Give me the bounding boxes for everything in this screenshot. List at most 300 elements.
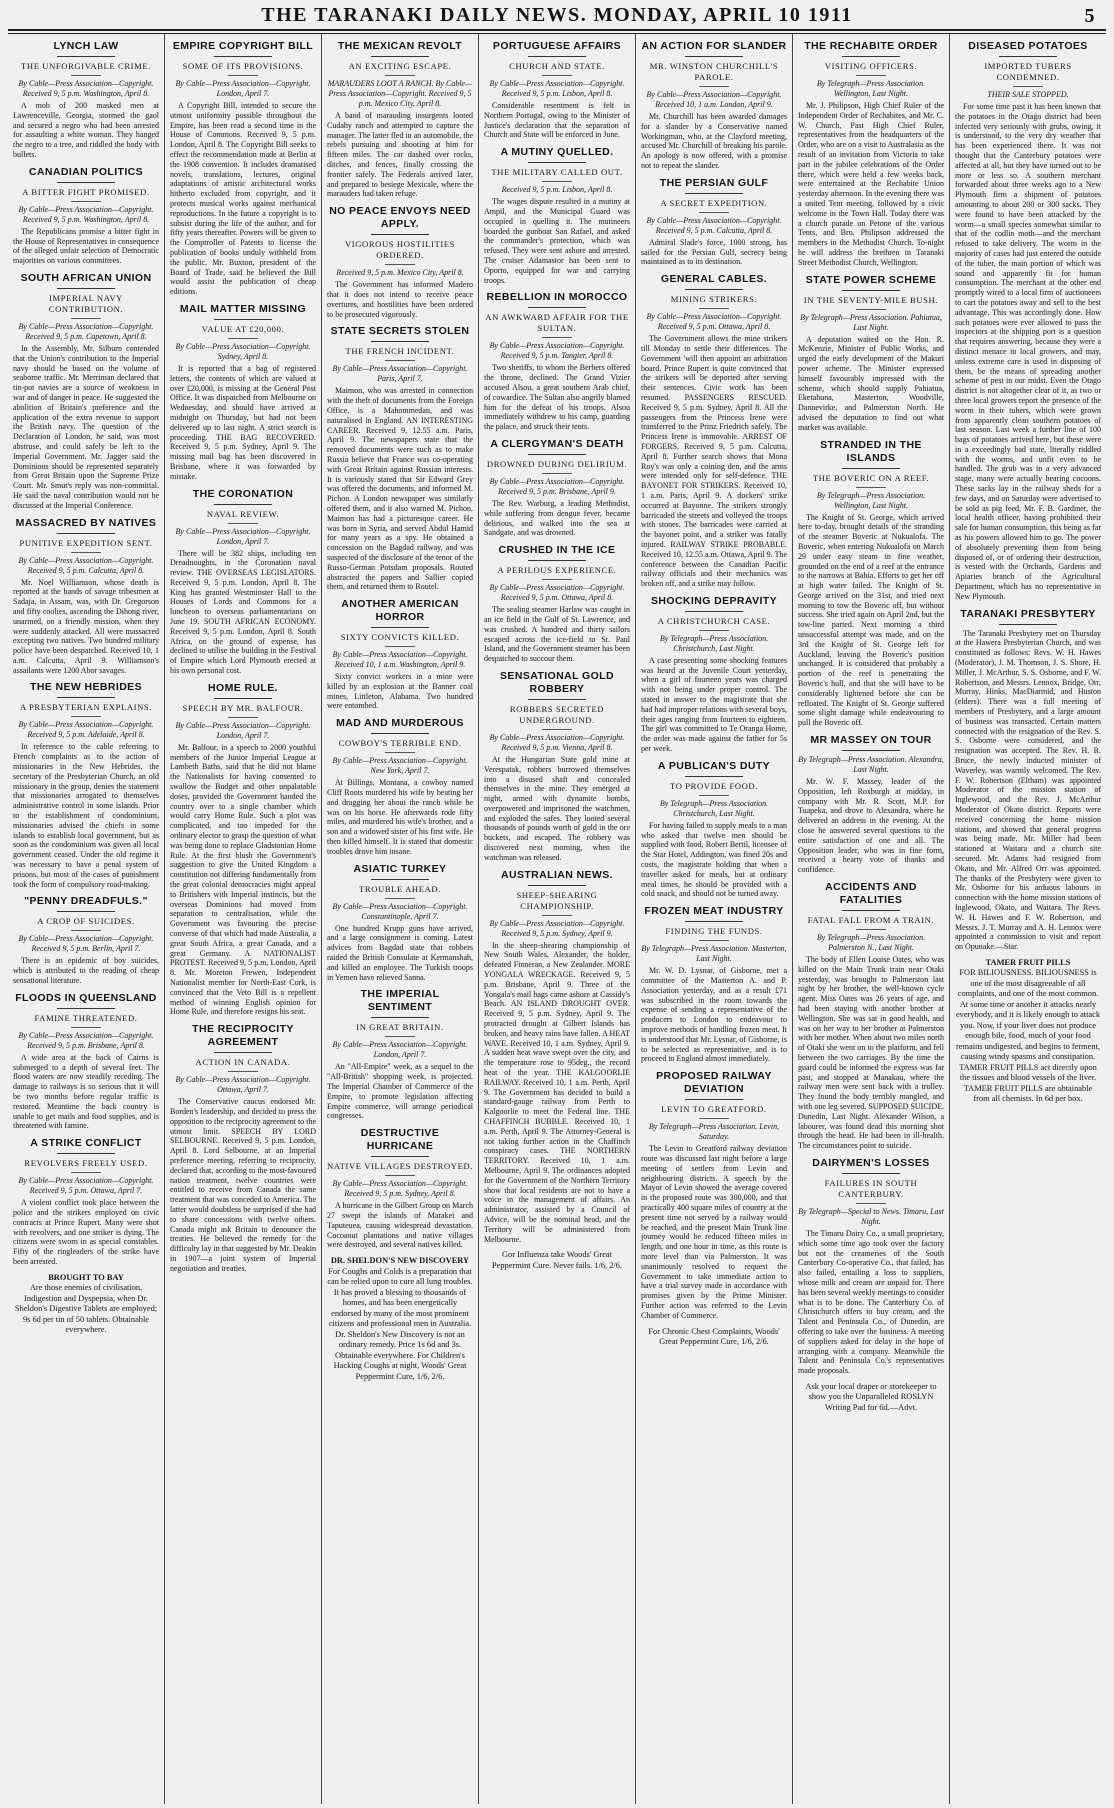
article (484, 291, 630, 432)
subhead-rule (542, 75, 571, 76)
article-body: A Copyright Bill, intended to secure the utmost uniformity possible throughout the Empire, has been read a second time in the House of Commons. Received 9, 5 p.m. London, April 8. The Copyright Bill seeks to effect the recommendation made at Berlin at the 1908 convention. It includes dramatised novels, translations, lectures, original adaptations of artistic architectural works hitherto excluded from copyright, and it protects musical works against mechanical reproductions. In the future a copyright is to subsist during the life of the author, and for fifty years thereafter. Powers will be given to the Comptroller of Patents to license the publication of books unduly withheld from the public. Mr. Buxton, president of the Board of Trade, said he believed the Bill would assist the publication of cheap editions. (170, 101, 316, 297)
article-body: Mr. W. D. Lysnar, of Gisborne, met a committee of the Masterton A. and P. Association yesterday, and as a result £71 was subscribed in the room towards the expense of sending a representative of the producers to London to endeavour to improve methods of handling frozen meat. It is understood that Mr. Lysnar, of Gisborne, is to be selected as representative, and is to proceed to England almost immediately. (641, 966, 787, 1064)
headline-rule (371, 56, 429, 57)
subhead-rule (385, 75, 414, 76)
article-headline: TARANAKI PRESBYTERY (960, 607, 1096, 620)
headline-rule (528, 560, 586, 561)
headline-rule (57, 56, 115, 57)
article-headline: ASIATIC TURKEY (353, 862, 447, 875)
headline-rule (214, 504, 272, 505)
article-byline: By Cable—Press Association—Copyright. Received 9, 5 p.m. Adelaide, April 8. (18, 720, 154, 740)
article (484, 544, 630, 664)
article-headline: MASSACRED BY NATIVES (15, 516, 157, 529)
article-subhead: A BITTER FIGHT PROMISED. (22, 186, 150, 197)
article-body: Sixty convict workers in a mine were killed by an explosion at the Banner coal mines, Littleton, Alabama. Two hundred were entombed. (327, 672, 473, 711)
article (641, 905, 787, 1064)
headline-rule (528, 699, 586, 700)
masthead (8, 4, 1106, 26)
article-body: A deputation waited on the Hon. R. McKenzie, Minister of Public Works, and urged the early development of the Makuri power scheme. The Minister expressed himself favourably impressed with the scheme, which should supply Pahiatua, Eketahuna, Masterton, Woodville, Dannevirke, and Palmerston North. He advised the deputation to find out what market was available. (798, 334, 944, 432)
subhead-rule (385, 1175, 414, 1176)
subhead-rule (856, 1203, 885, 1204)
article-headline: MAIL MATTER MISSING (179, 302, 307, 315)
article-byline: By Cable—Press Association—Copyright. Received 9, 5 p.m. Tangier, April 8. (489, 341, 625, 361)
subhead-rule (228, 1071, 257, 1072)
article-headline: STRANDED IN THE ISLANDS (820, 438, 922, 464)
article (170, 303, 316, 482)
article-subhead: FAILURES IN SOUTH CANTERBURY. (824, 1177, 918, 1199)
article-subhead: LEVIN TO GREATFORD. (661, 1104, 767, 1115)
article-subhead: TO PROVIDE FOOD. (670, 780, 758, 791)
subhead-rule (228, 717, 257, 718)
headline-rule (842, 910, 900, 911)
article (327, 205, 473, 319)
article-byline: By Telegraph—Press Association. Christchurch, Last Night. (659, 798, 769, 818)
article-headline: ANOTHER AMERICAN HORROR (341, 598, 459, 624)
masthead-title: THE TARANAKI DAILY NEWS. MONDAY, APRIL 10 1911 (261, 3, 853, 26)
article-body: A wide area at the back of Cairns is submerged to a depth of several feet. The flood waters are now steadily receding. The damage to railways is so serious that it will be two months before regular traffic is restored. Meantime the back country is unable to get mails and food supplies, and is threatened with famine. (13, 1052, 159, 1131)
article (484, 670, 630, 863)
article-headline: A STRIKE CONFLICT (30, 1137, 142, 1150)
advertisement-text: For Chronic Chest Complaints, Woods' Great Peppermint Cure, 1/6, 2/6. (648, 1326, 780, 1347)
article-subhead: AN EXCITING ESCAPE. (348, 61, 452, 71)
article-body: A mob of 200 masked men at Lawrenceville, Georgia, stormed the gaol and secured a negro who had been arrested for assaulting a white woman. They hanged the negro to a tree, and riddled the body with bullets. (13, 101, 159, 159)
headline-rule (371, 627, 429, 628)
article-subhead: VIGOROUS HOSTILITIES ORDERED. (344, 239, 456, 261)
article-subhead: VISITING OFFICERS. (824, 61, 918, 71)
advertisement-text: Gor Influenza take Woods' Great Peppermint Cure. Never fails. 1/6, 2/6. (491, 1250, 623, 1270)
article (170, 488, 316, 676)
subhead-rule (71, 318, 100, 319)
article (13, 166, 159, 266)
article (13, 895, 159, 985)
subhead-rule (699, 1118, 728, 1119)
subhead-rule (856, 309, 885, 310)
article-byline: By Cable—Press Association—Copyright. New York, April 7. (332, 756, 468, 776)
article-headline: EMPIRE COPYRIGHT BILL (172, 40, 314, 52)
article-headline: A CLERGYMAN'S DEATH (490, 437, 624, 450)
article-subhead: MINING STRIKERS. (670, 294, 758, 305)
subhead-rule (699, 308, 728, 309)
article-headline: ACCIDENTS AND FATALITIES (825, 881, 917, 907)
article (170, 1023, 316, 1273)
headline-rule (685, 776, 743, 777)
headline-rule (685, 193, 743, 194)
headline-rule (214, 56, 272, 57)
article (327, 598, 473, 711)
article-body: Two sheriffs, to whom the Berbers offered the throne, declined. The Grand Vizier accused Alsou, a great southern Arab chief, of cowardice. The Sultan also angrily blamed him for the defeat of his troops. Alsou immediately withdrew to his camp, guarding the palace, and struck their tents. (484, 363, 630, 432)
article-subhead: IMPORTED TUBERS CONDEMNED. (984, 61, 1072, 82)
article-byline: By Cable—Press Association—Copyright. Received 9, 5 p.m. Brisbane, April 8. (18, 1030, 154, 1050)
article-headline: SHOCKING DEPRAVITY (650, 594, 778, 607)
article-body: The Levin to Greatford railway deviation route was discussed last night before a large meeting of settlers from Levin and neighbouring districts. A speech by the Mayor of Levin showed the average covered in the proposed route was 300,000, and that practically 400 square miles of country at the present time not served by a railway would be reached, and the present Main Trunk line journey would be reduced fifteen miles in length, and one hour in time, as this route is more level than via Palmerston. It was unanimously resolved to request the Government to take immediate action to have a trial survey made in accordance with promises given by the Prime Minister. Further action was referred to the Levin Chamber of Commerce. (641, 1144, 787, 1320)
article-byline: By Telegraph—Press Association. Christchurch, Last Night. (659, 633, 769, 653)
article (798, 881, 944, 1151)
column-7 (949, 34, 1106, 1804)
subhead-rule (856, 487, 885, 488)
headline-rule (685, 1099, 743, 1100)
article-headline: PORTUGUESE AFFAIRS (492, 40, 622, 52)
subhead-rule (542, 181, 571, 182)
article (170, 682, 316, 1017)
page-number: 5 (1084, 5, 1096, 27)
headline-rule (528, 162, 586, 163)
article (641, 760, 787, 899)
article-byline: By Cable—Press Association—Copyright. Received 9, 5 p.m. Ottawa, April 8. (489, 583, 625, 603)
article-body: The Conservative caucus endorsed Mr. Borden's leadership, and decided to press the opposition to the reciprocity agreement to the utmost limit. SPEECH BY LORD SELBOURNE. Received 9, 5 p.m. London, April 8. Lord Selbourne, at an Imperial preference meeting, referring to reciprocity, declared that, according to the most-favoured nation treatment, twelve countries were entitled to receive from Canada the same treatment that was conceded to America. The latter would doubtless be surprised if she had to share concessions with twelve others. Canada might ask Britain to denounce the treaties. He believed the remedy for the difficulty lay in that suggested by Mr. Deakin in 1907—a joint system of Imperial negotiation and treaties. (170, 1097, 316, 1273)
article (641, 595, 787, 754)
article-headline: CANADIAN POLITICS (28, 165, 144, 178)
article-byline: Received 9, 5 p.m. Lisbon, April 8. (501, 185, 613, 195)
article-subhead: A CROP OF SUICIDES. (37, 916, 135, 927)
headline-rule (842, 1173, 900, 1174)
headline-rule (685, 921, 743, 922)
headline-rule (685, 56, 743, 57)
article-byline: By Cable—Press Association—Copyright. Received 9, 5 p.m. Washington, April 8. (18, 79, 154, 98)
article (798, 274, 944, 433)
headline-rule (842, 56, 900, 57)
subhead-rule (542, 915, 571, 916)
subhead-rule (71, 552, 100, 553)
headline-rule (57, 911, 115, 912)
article-body: Mr. J. Philipson, High Chief Ruler of the Independent Order of Rechabites, and Mr. C. W. Church, Past High Chief Ruler, representatives from the headquarters of the Order, who are on a visit to Australasia as the result of an invitation from Victoria to take part in the jubilee celebrations of the Order there, which were held a few weeks back, were entertained at the Rechabite Union yesterday afternoon. In the evening there was a united Tent meeting, followed by a civic welcome in the Town Hall. Today there was a church parade on Petone of the various Tents, and Bro. Philipson addressed the members in the Methodist Church. To-night he will address the brethren in Taranaki Street Methodist Church, Wellington. (798, 101, 944, 267)
article-byline: By Telegraph—Press Association. Levin, Saturday. (648, 1122, 780, 1142)
article-headline: LYNCH LAW (53, 40, 119, 52)
article-body: Mr. W. F. Massey, leader of the Opposition, left Roxburgh at midday, in company with Mr. R. Scott, M.P. for Tuapeka, and drove to Alexandra, where he delivered an address in the evening. At the close he answered several questions to the entire satisfaction of one and all. The Opposition leader, who was in fine form, received a hearty vote of thanks and confidence. (798, 777, 944, 875)
article-subhead: A SECRET EXPEDITION. (660, 197, 768, 208)
article-subhead: IN THE SEVENTY-MILE BUSH. (803, 294, 939, 305)
headline-rule (528, 56, 586, 57)
article (327, 717, 473, 856)
article (798, 40, 944, 268)
article-body: The Knight of St. George, which arrived here to-day, brought details of the stranding of the steamer Boveric at Nukualofa. The Boveric, when entering Nukualofa on March 29 under easy steam in fine weather, grounded on the end of a reef at the entrance to the narrows at Bahia. Efforts to get her off at high water failed. The Knight of St. George arrived on the 31st, and tried next morning to tow the Boveric off, but without success. She tried again on April 2nd, but the tow-line parted. Next morning a third unsuccessful attempt was made, and on the 3rd the Knight of St. George left for Auckland, leaving the Boveric's position unchanged. It is considered that probably a portion of the reef is penetrating the Boveric's hull, and that she will have to be considerably lightened before she can be refloated. The Knight of St. George suffered some slight damage while endeavouring to pull the Boveric off. (798, 512, 944, 728)
article-headline: THE MEXICAN REVOLT (337, 40, 463, 52)
article-byline: By Cable—Press Association—Copyright. Received 9, 5 p.m. Washington, April 8. (18, 204, 154, 224)
article-headline: NO PEACE ENVOYS NEED APPLY. (329, 205, 471, 231)
article-headline: THE IMPERIAL SENTIMENT (360, 988, 440, 1014)
headline-rule (57, 288, 115, 289)
article-subhead: MR. WINSTON CHURCHILL'S PAROLE. (649, 61, 779, 82)
article-headline: SENSATIONAL GOLD ROBBERY (500, 669, 614, 695)
article-headline: AN ACTION FOR SLANDER (641, 40, 787, 52)
article (641, 1070, 787, 1320)
article-headline: MAD AND MURDEROUS (336, 717, 464, 730)
article-headline: DESTRUCTIVE HURRICANE (360, 1127, 440, 1153)
article-headline: THE NEW HEBRIDES (30, 681, 142, 694)
article-subhead: REVOLVERS FREELY USED. (24, 1158, 148, 1169)
column-4 (478, 34, 635, 1804)
article-subhead: ROBBERS SECRETED UNDERGROUND. (509, 703, 605, 725)
article-byline: By Cable—Press Association—Copyright. Paris, April 7. (332, 364, 468, 384)
article-body: A hurricane in the Gilbert Group on March 27 swept the islands of Marakei and Taputeuea, causing widespread devastation. Cocoanut plantations and native villages were destroyed, and several natives killed. (327, 1201, 473, 1250)
headline-rule (371, 234, 429, 235)
column-1 (8, 34, 164, 1804)
advertisement (13, 1273, 159, 1336)
columns-container (8, 34, 1106, 1804)
headline-rule (57, 533, 115, 534)
article-body: A violent conflict took place between the police and the strikers employed on civic contracts at Prince Rupert. Many were shot with revolvers, and one striker is dying. The citizens were sworn in as special constables. Fifty of the ringleaders of the strike have been arrested. (13, 1198, 159, 1266)
article (13, 517, 159, 676)
headline-rule (57, 1008, 115, 1009)
article-byline: By Cable—Press Association—Copyright. Received 9, 5 p.m. Capetown, April 8. (18, 321, 154, 341)
advertisement-title: BROUGHT TO BAY (48, 1272, 124, 1282)
article (798, 1157, 944, 1376)
article (327, 325, 473, 592)
article (13, 40, 159, 160)
subhead-rule (699, 630, 728, 631)
article-body: The wages dispute resulted in a mutiny at Ampil, and the Municipal Guard was occupied in quelling it. The mutineers boarded the gunboat San Rafael, and asked the commander's protection, which was refused. They were sent ashore and arrested. The cruiser Adamastor has been sent to Oporto, equipped for war and carrying troops. (484, 197, 630, 285)
article-byline: By Telegraph—Special to News. Timaru, Last Night. (798, 1206, 944, 1226)
subhead-rule (228, 75, 257, 76)
advertisement (955, 958, 1101, 1105)
article-headline: REBELLION IN MOROCCO (486, 291, 628, 304)
article (955, 608, 1101, 952)
subhead-rule (71, 930, 100, 931)
article-byline: By Cable—Press Association—Copyright. Received 9, 5 p.m. Lisbon, April 8. (489, 79, 625, 98)
subhead-rule (71, 1172, 100, 1173)
article-byline: By Cable—Press Association—Copyright. Received 9, 5 p.m. Calcutta, April 8. (646, 215, 782, 235)
subhead-rule (228, 338, 257, 339)
article-headline: MR MASSEY ON TOUR (810, 734, 932, 747)
article (798, 734, 944, 875)
subhead-rule (542, 337, 571, 338)
article-subhead: THE BOVERIC ON A REEF. (812, 472, 930, 483)
article-byline: By Cable—Press Association—Copyright. Received 9, 5 p.m. Berlin, April 7. (18, 934, 154, 954)
article-subhead: NAVAL REVIEW. (206, 508, 280, 519)
article-byline: By Cable—Press Association—Copyright. Received 9, 5 p.m. Ottawa, April 8. (646, 312, 782, 332)
article-body: For having failed to supply meals to a man who asked that twelve men should be supplied with food, Robert Bertil, licensee of the Star Hotel, Addington, was fined 20s and costs, the magistrate holding that when a traveller asked for meals, but at ordinary meal times, he should be provided with a cold snack, and should not be turned away. (641, 820, 787, 899)
article (327, 988, 473, 1121)
headline-rule (842, 290, 900, 291)
subhead-rule (385, 752, 414, 753)
article-body: There is an epidemic of boy suicides, which is attributed to the reading of cheap sensational literature. (13, 956, 159, 986)
article-subhead: FINDING THE FUNDS. (665, 926, 763, 937)
article-headline: DISEASED POTATOES (968, 40, 1088, 52)
headline-rule (57, 1153, 115, 1154)
article-subhead: PUNITIVE EXPEDITION SENT. (19, 537, 153, 548)
article-subhead: THE MILITARY CALLED OUT. (491, 167, 623, 178)
article-body: The Government allows the mine strikers till Monday to settle their differences. The Government 'will then appoint an arbitration board. Prince Rupert is quite convinced that the strikers will be deported after serving their sentences. Civic work has been resumed. PASSENGERS RESCUED. Received 9, 5 p.m. Sydney, April 8. All the passengers from the Princess Irene were transferred to the Prinz Friedrich safely. The Princess Irene is immovable. ARREST OF FORGERS. Received 9, 5 p.m. Calcutta, April 8. Further search shows that Mona Roy's was only a coining den, and the arms were intended only for self-defence. THE BAYONET FOR STRIKERS. Received 10, 1 a.m. Paris, April 9. A dockers' strike occurred at Bayonne. The strikers strongly barricaded the streets and volleyed the troops with stones. The barricades were carried at the bayonet point, and a striker was fatally injured. RAILWAY STRIKE PROBABLE. Received 10, 12.55 a.m. Ottawa, April 9. The conference between the Canadian Pacific railway officials and their mechanics was broken off, and a strike may follow. (641, 334, 787, 589)
article (484, 40, 630, 140)
column-5 (635, 34, 792, 1804)
subhead-rule (385, 264, 414, 265)
article-body: Mr. Churchill has been awarded damages for a slander by a Conservative named Workingman, who, at the Clayford meeting, accused Mr. Churchill of breaking his parole. An apology is now offered, with a promise not to repeat the slander. (641, 112, 787, 170)
article-subhead: DROWNED DURING DELIRIUM. (486, 458, 628, 469)
headline-rule (371, 1156, 429, 1157)
article-subhead: VALUE AT £20,000. (201, 323, 285, 334)
article-subhead: IN GREAT BRITAIN. (356, 1022, 444, 1033)
article-subhead: AN AWKWARD AFFAIR FOR THE SULTAN. (485, 312, 629, 334)
article (327, 1127, 473, 1250)
article (484, 869, 630, 1245)
headline-rule (685, 289, 743, 290)
article-subhead: TROUBLE AHEAD. (359, 883, 441, 894)
article-subhead: A PRESBYTERIAN EXPLAINS. (19, 702, 153, 713)
advertisement-title: TAMER FRUIT PILLS (985, 957, 1071, 967)
advertisement (484, 1250, 630, 1271)
subhead-rule (71, 201, 100, 202)
article (641, 273, 787, 589)
article-subhead: ACTION IN CANADA. (195, 1057, 291, 1068)
article-body: Considerable resentment is felt in Northern Portugal, owing to the Minister of Justice's declaration that the separation of Church and State will be enforced in June. (484, 101, 630, 140)
article (327, 863, 473, 983)
article-headline: AUSTRALIAN NEWS. (501, 868, 613, 881)
article-body: The Rev. Warburg, a leading Methodist, while suffering from dengue fever, became delirious, and walked into the sea at Sandgate, and was drowned. (484, 498, 630, 538)
article-byline: MARAUDERS LOOT A RANCH. By Cable—Press Association—Copyright. Received 9, 5 p.m. Mexico City, April 8. (327, 79, 473, 108)
article-byline: By Cable—Press Association—Copyright. Received 9, 5 p.m. Sydney, April 9. (489, 918, 625, 938)
article-subhead: THE UNFORGIVABLE CRIME. (21, 61, 151, 71)
headline-rule (214, 319, 272, 320)
article-byline: Received 9, 5 p.m. Mexico City, April 8. (336, 268, 464, 278)
article-headline: STATE SECRETS STOLEN (330, 325, 470, 338)
article-byline: By Telegraph—Press Association. Alexandra, Last Night. (798, 755, 944, 775)
article-byline: By Cable—Press Association—Copyright. Received 10, 1 a.m. Washington, April 9. (332, 650, 468, 670)
subhead-rule (542, 579, 571, 580)
headline-rule (371, 1017, 429, 1018)
article-headline: FROZEN MEAT INDUSTRY (644, 905, 784, 918)
headline-rule (528, 885, 586, 886)
article-byline: By Cable—Press Association—Copyright. Sydney, April 8. (175, 341, 311, 361)
advertisement (327, 1256, 473, 1382)
subhead-rule (1013, 86, 1042, 87)
article-body: The Timaru Dairy Co., a small proprietary, which some time ago took over the factory but not the creameries of the South Canterbury Co-operative Co., that failed, has also failed, entailing a loss to suppliers, whose milk and cream are unpaid for. There has been several weekly meetings to consider what is to be done. The Canterbury Co. of Christchurch offers to buy cream, and the Talent and Peninsula Co., of Dunedin, are offering to take over the business. A meeting of suppliers asked for delay in the hope of arranging with a company. Meanwhile the Talent and Peninsula Co.'s representatives made proposals. (798, 1228, 944, 1376)
column-2 (164, 34, 321, 1804)
article-subhead: CHURCH AND STATE. (509, 61, 605, 71)
article-subhead: IMPERIAL NAVY CONTRIBUTION. (48, 292, 124, 314)
article-body: A case presenting some shocking features was heard at the Juvenile Court yesterday, when a girl of fourteen years was charged with not being under proper control. The stated in answer to the magistrate that she had had improper relations with several boys, their ages ranging from fourteen to eighteen. The girl was committed to Te Oranga Home, the order was made against the father for 5s per week. (641, 655, 787, 754)
article (641, 177, 787, 267)
article-byline: By Cable—Press Association—Copyright. Received 10, 1 a.m. London, April 9. (646, 90, 782, 109)
headline-rule (842, 468, 900, 469)
subhead-rule (385, 360, 414, 361)
article-headline: A PUBLICAN'S DUTY (657, 759, 771, 772)
subhead-rule (542, 729, 571, 730)
advertisement-text: Ask your local draper or storekeeper to show you the Unparalleled ROSLYN Writing Pad for 6d.—Advt. (805, 1381, 937, 1412)
subhead-rule (71, 75, 100, 76)
article-headline: THE RECIPROCITY AGREEMENT (192, 1023, 294, 1049)
article-byline: By Cable—Press Association—Copyright. London, April 7. (332, 1040, 468, 1060)
subhead-rule (699, 795, 728, 796)
article-byline: By Telegraph—Press Association. Wellington, Last Night. (816, 490, 926, 510)
headline-rule (57, 182, 115, 183)
article-headline: THE PERSIAN GULF (659, 176, 769, 189)
article (484, 438, 630, 538)
article-byline: By Cable—Press Association—Copyright. London, April 7. (175, 720, 311, 740)
article-byline: By Telegraph—Press Association. Pahiatua, Last Night. (800, 312, 942, 332)
article-subhead: FAMINE THREATENED. (34, 1012, 138, 1023)
article-byline: By Cable—Press Association—Copyright. London, April 7. (175, 79, 311, 98)
article (955, 40, 1101, 602)
article-headline: A MUTINY QUELLED. (500, 146, 614, 159)
subhead-rule (71, 1027, 100, 1028)
subhead-rule (71, 716, 100, 717)
article-byline: By Cable—Press Association—Copyright. Received 9, 5 p.m. Vienna, April 8. (489, 732, 625, 752)
article-subhead: SPEECH BY MR. BALFOUR. (182, 702, 304, 713)
headline-rule (371, 733, 429, 734)
article (327, 40, 473, 199)
article-subhead: NATIVE VILLAGES DESTROYED. (327, 1161, 474, 1172)
article-subhead: SHEEP-SHEARING CHAMPIONSHIP. (516, 889, 598, 911)
article-body: Maimon, who was arrested in connection with the theft of documents from the Foreign Office, is a Mahommedan, and was naturalised in England. AN INTERESTING CAREER. Received 9, 12.55 a.m. Paris, April 9. The newspapers state that the removed documents were such as to make Russia believe that France was co-operating with Great Britain against Russian interests. It is variously stated that Sir Edward Grey was offered the documents, and informed M. Pichon. A London newspaper was similarly offered them, and it also warned M. Pichon. Maimon has had a picturesque career. He was born in Syria, and served Abdul Hamid for many years as a spy. He obtained a concession on the Bagdad railway, and was suspected of the disclosure of the tenor of the Russo-German Potsdam proposals. Routed abstracted the papers and Sallier copied them, and returned them to Routel. (327, 386, 473, 592)
article-body: In the Assembly, Mr. Silburn contended that the Union's contribution to the Imperial navy should be based on the volume of seaborne traffic. Mr. Merriman declared that tin-pot navies are a source of weakness in war and of danger in peace. He suggested the abolition of Britain's preference and the application of the extra revenue to support the British navy. The question of the Declaration of London, he said, was most abstruse, and could safely be left to the Imperial Government. Mr. Jagger said the Dominions should be represented separately from Great Britain upon the Supreme Prize Court. Mr. Smut's reply was non-committal. He said the naval contribution would not be discussed at the Imperial Conference. (13, 343, 159, 510)
article-subhead: A CHRISTCHURCH CASE. (657, 615, 771, 626)
article-body: Mr. Balfour, in a speech to 2000 youthful members of the Junior Imperial League at Lambeth Baths, said that he did not blame the Nationalists for having consented to swallow the Budget and other unpalatable doses, provided the Government handed the country over to a single chamber which would carry Home Rule. Such a plot was complicated, and too impeded for the ordinary elector to grasp the question of what was being done to replace Gladstonian Home Rule. At the first blush the Government's suggestion to give the United Kingdom a constitution not differing fundamentally from the great colonial democracies might appeal to Britishers with Imperial instincts, but the overseas Dominions had moved from separation to centralisation, while the Government was favouring the precise converse of that which had made Australia, a great South Africa, a great Canada, and a great Germany. A NATIONALIST PROTEST. Received 9, 5 p.m. London, April 8. Mr. Moreton Frewen, Independent Nationalist member for North-East Cork, is convinced that the Veto Bill is a repellent method of winning English opinion for Home Rule, and therefore resigns his seat. (170, 742, 316, 1017)
article-byline: By Cable—Press Association—Copyright. Received 9, 5 p.m. Ottawa, April 7. (18, 1176, 154, 1196)
article-subhead: THE FRENCH INCIDENT. (345, 346, 455, 357)
article-byline: By Cable—Press Association—Copyright. Received 9, 5 p.m. Sydney, April 8. (332, 1179, 468, 1199)
advertisement-text: For Coughs and Colds is a preparation that can be relied upon to cure all lung troubles. It has proved a blessing to thousands of homes, and has been energetically endorsed by many of the most prominent citizens and professional men in Australia. Dr. Sheldon's New Discovery is not an ordinary remedy. Price 1s 6d and 3s. Obtainable everywhere. For Children's Hacking Coughs at night, Woods' Great Peppermint Cure, 1/6, 2/6. (327, 1266, 473, 1381)
article-byline: By Cable—Press Association—Copyright. London, April 7. (175, 526, 311, 546)
article-headline: CRUSHED IN THE ICE (498, 544, 616, 557)
subhead-rule (228, 523, 257, 524)
article (13, 272, 159, 511)
masthead-rule (8, 29, 1106, 31)
headline-rule (57, 697, 115, 698)
headline-rule (214, 698, 272, 699)
article-byline: By Cable—Press Association—Copyright. Received 9, 5 p.m. Calcutta, April 8. (18, 555, 154, 575)
advertisement-text: Are those enemies of civilisation, Indigestion and Dyspepsia, when Dr. Sheldon's Digestive Tablets are employed; 9s 6d per tin of 50 tablets. Obtainable everywhere. (14, 1283, 158, 1335)
subhead-rule (385, 1036, 414, 1037)
article-headline: "PENNY DREADFULS." (24, 895, 148, 908)
article-headline: FLOODS IN QUEENSLAND (15, 991, 157, 1004)
subhead-rule (699, 940, 728, 941)
article-headline: DAIRYMEN'S LOSSES (812, 1156, 930, 1169)
subhead-rule (385, 646, 414, 647)
headline-rule (842, 750, 900, 751)
article-body: A band of marauding insurgents looted Cudahy ranch and attempted to capture the manager. The latter fled in an automobile, the rebels pursuing and shooting at him for fifteen miles. The car dashed over rocks, ditches, and fences, finally crossing the frontier safely. The Federals arrived later, and prepared to besiege Mexicale, where the marauders had taken refuge. (327, 111, 473, 199)
article-body: In the sheep-shearing championship of New South Wales, Alexander, the holder, defeated Finneran, a New Zealander. MORE YONGALA WRECKAGE. Received 9, 5 p.m. Brisbane, April 9. Three of the Yongala's mail bags came ashore at Cassidy's Beach. AN ISLAND DROUGHT OVER. Received 9, 5 p.m. Sydney, April 9. The protracted drought at Gilbert Islands has broken, and heavy rains have fallen. A HEAT WAVE. Received 10, 1 a.m. Sydney, April 9. A sudden heat wave swept over the city, and the temperature rose to 95deg., the record heat of the year. THE KALGOORLIE RAILWAY. Received 10, 1 a.m. Perth, April 9. The Government has decided to build a standard-gauge railway from Perth to Kalgoorlie to meet the Federal line. THE CHAFFINCH BUBBLE. Received 10, 1 a.m. Perth, April 9. The Attorney-General is not taking further action in the Chaffinch conspiracy cases. THE NORTHERN TERRITORY. Received 10, 1 a.m. Melbourne, April 9. The ordinances adopted for the Government of the Northern Territory show that local residents are not to have a voice in the management of affairs. An administrator, assisted by a Council of Advice, will be the nominal head, and the Territory will be administered from Melbourne. (484, 940, 630, 1244)
advertisement (798, 1382, 944, 1414)
article-subhead: SIXTY CONVICTS KILLED. (340, 632, 460, 643)
article-byline: By Telegraph—Press Association. Masterton, Last Night. (641, 944, 787, 964)
article (641, 40, 787, 171)
article-headline: THE CORONATION (192, 487, 294, 500)
article-body: The Republicans promise a bitter fight in the House of Representatives in consequence of the alleged unfair selection of Democratic majorities on various committees. (13, 226, 159, 266)
subhead-rule (542, 473, 571, 474)
article (13, 1137, 159, 1267)
article (13, 992, 159, 1131)
article-byline: By Telegraph—Press Association. Palmerston N., Last Night. (816, 933, 926, 953)
article (484, 146, 630, 285)
advertisement-title: DR. SHELDON'S NEW DISCOVERY (330, 1256, 470, 1266)
article-body: An "All-Empire" week, as a sequel to the "All-British" shopping week, is projected. The Imperial Chamber of Commerce of the Empire, to promote legislation affecting Empire commerce, will arrange periodical congresses. (327, 1062, 473, 1121)
article (798, 439, 944, 729)
article (170, 40, 316, 297)
article-headline: PROPOSED RAILWAY DEVIATION (656, 1070, 772, 1096)
article-body: The Taranaki Presbytery met on Thursday at the Hawera Presbyterian Church, and was constituted as follows: Revs. W. H. Hawes (Moderator), J. M. Thomson, J. S. Shore, H. Miller, J. McArthur, S. S. Osborne, and F. W. Robertson, and Messrs. Lennox, Bridge, Orr, Murray, Hinks, MacDiarmid, and Huston (elders). There was a full meeting of members of Presbytery, and a large amount of business was transacted. Certain matters connected with the resignation of the Rev. S. S. Osborne were considered, and the resignation was accepted. The Rev. H. R. Bruce, the newly inducted minister of Waverley, was warmly welcomed. The Rev. F. W. Robertson (Eltham) was appointed Moderator of the mission station of Inglewood, and the Rev. J. McArthur Moderator of Okato district. Reports were received concerning the home mission stations, and showed that general progress was being made. Mr. Miller had been stationed at Waitara and a church site secured. Mr. Adams had resigned from Okato, and Mr. Alfred Orr was appointed. The thanks of the Presbytery were given to Mr. Osborne for his arduous labours in connection with the home mission stations of Inglewood, Okato, and Waitara. The Revs. W. H. Hawes and F. W. Robertson, and Messrs. J. T. Murray and A. H. Lennox were appointed a commission to visit and report on Opunake.—Star. (955, 628, 1101, 952)
subhead-rule (856, 75, 885, 76)
article-body: The body of Ellen Louise Oates, who was killed on the Main Trunk train near Otaki yesterday, was brought to Palmerston last night by her brother, the well-known cycle agent. Miss Oates was 26 years of age, and had been staying with another brother at Wellington. She was sat in good health, and was on her way to her brother at Palmerston with her mother. When about two miles north of Otaki she went on to the platform, and fell between the two carriages. By the time the guard could be informed the express was far past, and stopped at Manakau, where the railway men were sent back with a trolley. They found the body terribly mangled, and with one leg severed. SUPPOSED SUICIDE. Dunedin, Last Night. Alexander Wilson, a labourer, was found dead this morning shot through the head. He had been in ill-health. The circumstances point to suicide. (798, 955, 944, 1151)
article-subhead: SOME OF ITS PROVISIONS. (182, 61, 304, 71)
article (13, 681, 159, 889)
headline-rule (371, 879, 429, 880)
subhead-rule (699, 86, 728, 87)
headline-rule (214, 1052, 272, 1053)
article-body: At the Hungarian State gold mine at Verespatak, robbers burrowed themselves into a disused shaft and concealed themselves in the mine. They emerged at night, armed with dynamite bombs, overpowered and imprisoned the watchmen, and exploded the safes. They looted several thousands of pounds worth of gold in the ore buckets, and escaped. The robbery was discovered next morning, when the watchman was released. (484, 754, 630, 862)
article-body: At Billings, Montana, a cowboy named Cliff Roots murdered his wife by beating her and dragging her about the ranch while he was on his horse. He afterwards rode fifty miles, and murdered his wife's brother, and a son and a widowed sister of his first wife. He then killed himself. It is stated that domestic troubles drove him insane. (327, 778, 473, 856)
article-body: One hundred Krupp guns have arrived, and a large consignment is coming. Latest advices from Bagdad state that robbers raided the British Consulate at Kermanshah, and killed an employee. The Turkish troops in Yemen have relieved Sanna. (327, 923, 473, 982)
article-byline: THEIR SALE STOPPED. (987, 90, 1069, 99)
article-body: The sealing steamer Harlaw was caught in an ice field in the Gulf of St. Lawrence, and was crushed. A hundred and thirty sailors escaped across the ice-field to St. Paul Island, and the Government steamer has been despatched to succour them. (484, 605, 630, 664)
article-byline: By Cable—Press Association—Copyright. Constantinople, April 7. (332, 901, 468, 921)
article-byline: By Cable—Press Association—Copyright. Ottawa, April 7. (175, 1075, 311, 1095)
article-body: The Government has informed Madero that it does not intend to receive peace overtures, and hostilities have been ordered to be prosecuted vigorously. (327, 280, 473, 319)
headline-rule (685, 611, 743, 612)
article-headline: GENERAL CABLES. (660, 273, 768, 286)
article-byline: By Cable—Press Association—Copyright. Received 9, 5 p.m. Brisbane, April 9. (489, 476, 625, 496)
article-body: There will be 382 ships, including ten Dreadnoughts, in the Coronation naval review. THE OVERSEAS LEGISLATORS. Received 9, 5 p.m. London, April 8. The King has granted Westminster Hall to the Houses of Lords and Commons for a luncheon to overseas parliamentarians on June 19. SOUTH AFRICAN ECONOMY. Received 9, 5 p.m. London, April 8. South Africa, on the ground of expense, has declined to utilise the building in the Festival of Empire which Lord Plymouth erected at his own personal cost. (170, 548, 316, 676)
headline-rule (999, 56, 1057, 57)
article-headline: HOME RULE. (208, 681, 278, 694)
